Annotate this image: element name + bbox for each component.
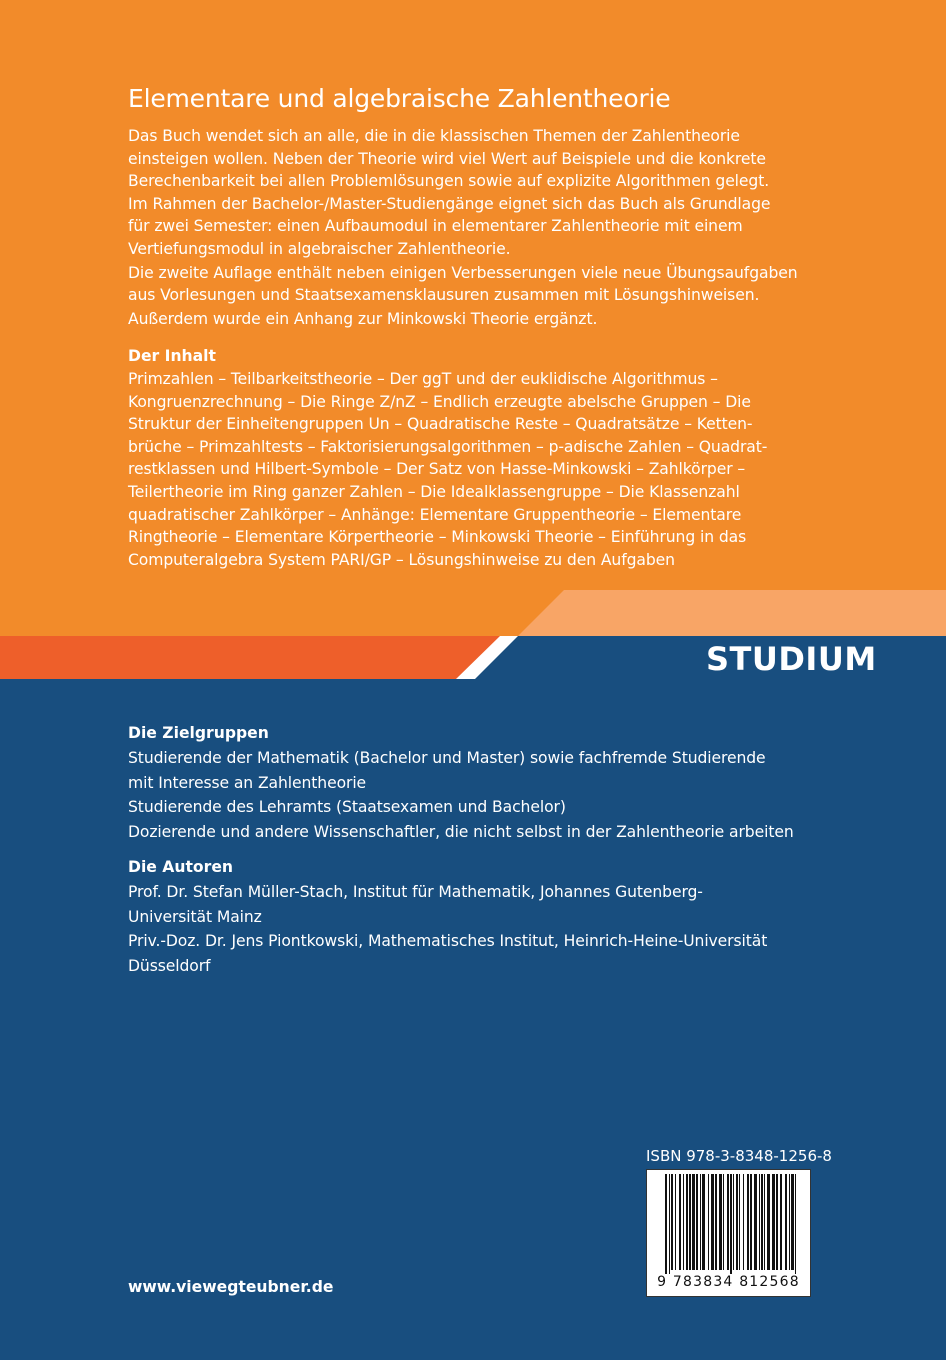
contents-line: Struktur der Einheitengruppen Un – Quadratische Reste – Quadratsätze – Ketten- (128, 415, 753, 434)
barcode-bar (733, 1174, 734, 1270)
isbn: ISBN 978-3-8348-1256-8 (646, 1147, 832, 1165)
description-line: Außerdem wurde ein Anhang zur Minkowski Theorie ergänzt. (128, 309, 598, 328)
barcode-bar (789, 1174, 790, 1270)
contents-line: Ringtheorie – Elementare Körpertheorie – Minkowski Theorie – Einführung in das (128, 528, 747, 547)
barcode-bar (747, 1174, 749, 1270)
target-groups-line: mit Interesse an Zahlentheorie (128, 773, 367, 792)
authors-list (128, 880, 767, 978)
barcode-bar (739, 1174, 740, 1270)
barcode-bar (791, 1174, 794, 1270)
contents-line: Computeralgebra System PARI/GP – Lösungshinweise zu den Aufgaben (128, 550, 675, 569)
barcode-bar (736, 1174, 738, 1270)
contents-list (128, 368, 767, 571)
target-groups-line: Studierende der Mathematik (Bachelor und Master) sowie fachfremde Studierende (128, 749, 766, 767)
barcode-bar (689, 1174, 691, 1270)
barcode-bar (795, 1174, 796, 1274)
barcode-bar (754, 1174, 757, 1270)
authors-line: Universität Mainz (128, 907, 262, 926)
authors-line: Düsseldorf (128, 956, 211, 975)
barcode-bar (727, 1174, 729, 1270)
barcode-bar (665, 1174, 667, 1274)
barcode-bar (785, 1174, 787, 1270)
barcode-bar (772, 1174, 775, 1270)
barcode-bar (671, 1174, 673, 1270)
barcode-bar (696, 1174, 698, 1270)
barcode-bar (780, 1174, 782, 1270)
barcode-bar (759, 1174, 760, 1270)
description-line: einsteigen wollen. Neben der Theorie wird viel Wert auf Beispiele und die konkrete (128, 149, 766, 168)
authors-line: Prof. Dr. Stefan Müller-Stach, Institut für Mathematik, Johannes Gutenberg- (128, 883, 703, 901)
contents-line: Kongruenzrechnung – Die Ringe Z/nZ – Endlich erzeugte abelsche Gruppen – Die (128, 392, 751, 411)
barcode-bar (692, 1174, 695, 1270)
barcode-bar (702, 1174, 705, 1270)
barcode-digits: 9 783834 812568 (657, 1274, 800, 1290)
barcode-bar (764, 1174, 765, 1270)
contents-line: Teilertheorie im Ring ganzer Zahlen – Die Idealklassengruppe – Die Klassenzahl (128, 482, 740, 501)
target-groups-line: Dozierende und andere Wissenschaftler, die nicht selbst in der Zahlentheorie arbeiten (128, 822, 794, 841)
barcode (646, 1169, 811, 1297)
target-groups-line: Studierende des Lehramts (Staatsexamen und Bachelor) (128, 798, 566, 816)
contents-line: quadratischer Zahlkörper – Anhänge: Elementare Gruppentheorie – Elementare (128, 505, 742, 524)
barcode-bar (708, 1174, 709, 1270)
barcode-bar (700, 1174, 701, 1270)
barcode-bar (675, 1174, 676, 1270)
barcode-bar (761, 1174, 763, 1270)
description-line: Im Rahmen der Bachelor-/Master-Studiengänge eignet sich das Buch als Grundlage (128, 194, 771, 213)
website-link[interactable]: www.viewegteubner.de (128, 1278, 334, 1296)
barcode-bar (669, 1174, 670, 1274)
authors-heading: Die Autoren (128, 858, 233, 876)
barcode-bar (767, 1174, 770, 1270)
description-line: für zwei Semester: einen Aufbaumodul in elementarer Zahlentheorie mit einem (128, 217, 743, 236)
target-groups-heading: Die Zielgruppen (128, 724, 269, 742)
authors-line: Priv.-Doz. Dr. Jens Piontkowski, Mathematisches Institut, Heinrich-Heine-Universität (128, 932, 768, 950)
description-line: Vertiefungsmodul in algebraischer Zahlentheorie. (128, 239, 511, 258)
target-groups-list (128, 746, 794, 844)
barcode-bar (750, 1174, 752, 1270)
barcode-bar (715, 1174, 717, 1270)
description-line: Die zweite Auflage enthält neben einigen Verbesserungen viele neue Übungsaufgaben (128, 263, 798, 282)
barcode-bar (730, 1174, 732, 1274)
barcode-bar (743, 1174, 744, 1270)
band-light-stripe (518, 590, 946, 636)
contents-line: Primzahlen – Teilbarkeitstheorie – Der ggT und der euklidische Algorithmus – (128, 370, 718, 388)
barcode-bar (679, 1174, 681, 1270)
description-line: Berechenbarkeit bei allen Problemlösungen sowie auf explizite Algorithmen gelegt. (128, 172, 770, 191)
barcode-bar (711, 1174, 714, 1270)
description-line: aus Vorlesungen und Staatsexamensklausuren zusammen mit Lösungshinweisen. (128, 286, 760, 305)
band-red-stripe (0, 636, 500, 679)
barcode-bar (719, 1174, 722, 1270)
contents-line: restklassen und Hilbert-Symbole – Der Satz von Hasse-Minkowski – Zahlkörper – (128, 460, 746, 479)
series-label: STUDIUM (706, 640, 877, 678)
description (128, 125, 798, 330)
book-title: Elementare und algebraische Zahlentheorie (128, 84, 671, 113)
barcode-bar (723, 1174, 724, 1270)
barcode-bar (683, 1174, 684, 1270)
barcode-bar (686, 1174, 688, 1270)
contents-heading: Der Inhalt (128, 347, 216, 365)
barcode-bar (776, 1174, 778, 1270)
contents-line: brüche – Primzahltests – Faktorisierungsalgorithmen – p-adische Zahlen – Quadrat- (128, 437, 768, 456)
description-line: Das Buch wendet sich an alle, die in die klassischen Themen der Zahlentheorie (128, 127, 740, 145)
